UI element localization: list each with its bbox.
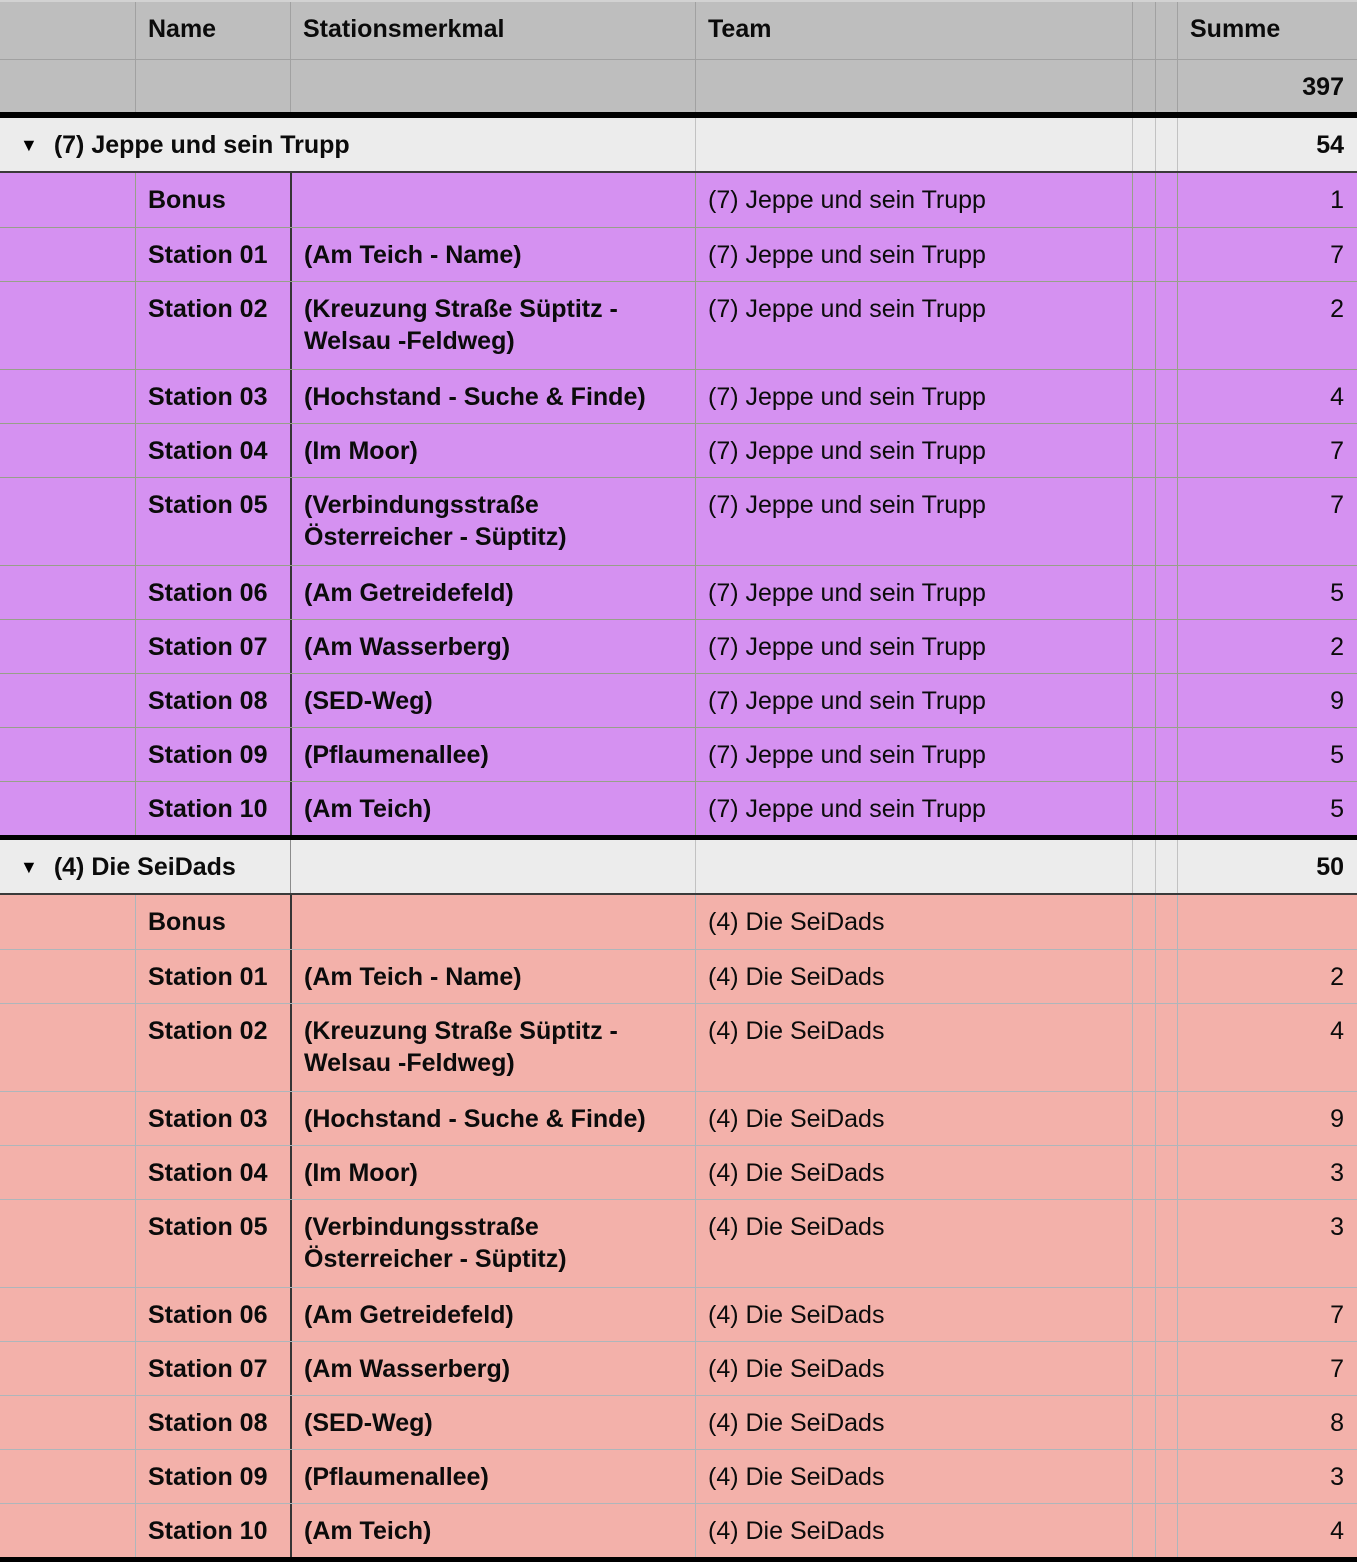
table-header: [0, 0, 1357, 112]
spacer-cell[interactable]: [1132, 1396, 1155, 1449]
merkmal-cell[interactable]: (Am Teich): [290, 1504, 695, 1557]
spacer-cell[interactable]: [1132, 1450, 1155, 1503]
row-margin-cell[interactable]: [0, 674, 135, 727]
team-cell[interactable]: (4) Die SeiDads: [695, 1004, 1132, 1091]
name-cell[interactable]: Station 03: [135, 370, 290, 423]
table-row: [0, 673, 1357, 727]
spacer-cell[interactable]: [1132, 1004, 1155, 1091]
corner-cell[interactable]: [0, 2, 135, 59]
column-header-row: [0, 2, 1357, 59]
spacer-cell[interactable]: [1155, 1146, 1177, 1199]
table-row: [0, 369, 1357, 423]
table-row: [0, 227, 1357, 281]
row-margin-cell[interactable]: [0, 620, 135, 673]
spacer-cell[interactable]: [1155, 1092, 1177, 1145]
spacer-cell[interactable]: [1132, 782, 1155, 835]
row-margin-cell[interactable]: [0, 370, 135, 423]
summe-cell[interactable]: 8: [1177, 1396, 1357, 1449]
merkmal-cell[interactable]: (Am Getreidefeld): [290, 1288, 695, 1341]
grand-total-value[interactable]: 397: [1177, 60, 1357, 112]
merkmal-cell[interactable]: (Im Moor): [290, 424, 695, 477]
row-margin-cell[interactable]: [0, 478, 135, 565]
spacer-cell[interactable]: [1132, 1092, 1155, 1145]
summe-cell[interactable]: 5: [1177, 782, 1357, 835]
spacer-cell[interactable]: [1155, 782, 1177, 835]
summe-cell[interactable]: 3: [1177, 1146, 1357, 1199]
spacer-cell[interactable]: [1132, 424, 1155, 477]
summe-cell[interactable]: 7: [1177, 1288, 1357, 1341]
empty-cell[interactable]: [695, 840, 1132, 893]
table-row: [0, 281, 1357, 369]
row-margin-cell[interactable]: [0, 1342, 135, 1395]
spacer-cell[interactable]: [1132, 728, 1155, 781]
team-cell[interactable]: (7) Jeppe und sein Trupp: [695, 728, 1132, 781]
team-cell[interactable]: (4) Die SeiDads: [695, 950, 1132, 1003]
summe-cell[interactable]: 7: [1177, 1342, 1357, 1395]
table-row: [0, 949, 1357, 1003]
row-margin-cell[interactable]: [0, 950, 135, 1003]
merkmal-cell[interactable]: (Pflaumenallee): [290, 728, 695, 781]
row-margin-cell[interactable]: [0, 1200, 135, 1287]
name-cell[interactable]: Station 04: [135, 1146, 290, 1199]
spacer-cell[interactable]: [1155, 620, 1177, 673]
disclosure-triangle-icon[interactable]: ▼: [20, 135, 38, 155]
summe-cell[interactable]: 4: [1177, 370, 1357, 423]
group-total-value[interactable]: 50: [1177, 840, 1357, 893]
spacer-cell[interactable]: [1155, 1504, 1177, 1557]
row-margin-cell[interactable]: [0, 782, 135, 835]
team-cell[interactable]: (4) Die SeiDads: [695, 1146, 1132, 1199]
spacer-cell[interactable]: [1132, 173, 1155, 227]
name-cell[interactable]: Station 06: [135, 1288, 290, 1341]
name-cell[interactable]: Station 10: [135, 1504, 290, 1557]
name-cell[interactable]: Station 05: [135, 1200, 290, 1287]
summe-cell[interactable]: 4: [1177, 1504, 1357, 1557]
table-row: [0, 1003, 1357, 1091]
spacer-cell[interactable]: [1132, 370, 1155, 423]
group-header-row: [0, 118, 1357, 171]
table-row: [0, 781, 1357, 835]
row-margin-cell[interactable]: [0, 282, 135, 369]
table-row: [0, 1341, 1357, 1395]
spacer-cell[interactable]: [1155, 1288, 1177, 1341]
empty-cell[interactable]: [135, 60, 290, 112]
empty-cell[interactable]: [290, 840, 695, 893]
team-cell[interactable]: (4) Die SeiDads: [695, 1092, 1132, 1145]
col-header-summe[interactable]: Summe: [1177, 2, 1357, 59]
group-title-cell[interactable]: [0, 118, 695, 171]
group-header-row: [0, 840, 1357, 893]
summe-cell[interactable]: 4: [1177, 1004, 1357, 1091]
summe-cell[interactable]: 7: [1177, 424, 1357, 477]
team-cell[interactable]: (7) Jeppe und sein Trupp: [695, 173, 1132, 227]
merkmal-cell[interactable]: (Am Wasserberg): [290, 1342, 695, 1395]
summe-cell[interactable]: 7: [1177, 478, 1357, 565]
empty-cell[interactable]: [290, 60, 695, 112]
summe-cell[interactable]: [1177, 895, 1357, 949]
spacer-cell[interactable]: [1132, 282, 1155, 369]
col-header-stationsmerkmal[interactable]: Stationsmerkmal: [290, 2, 695, 59]
team-cell[interactable]: (4) Die SeiDads: [695, 1200, 1132, 1287]
merkmal-cell[interactable]: (Verbindungsstraße Österreicher - Süptitz): [290, 1200, 695, 1287]
spacer-cell[interactable]: [1155, 282, 1177, 369]
spacer-cell[interactable]: [1155, 1004, 1177, 1091]
table-row: [0, 1091, 1357, 1145]
row-margin-cell[interactable]: [0, 1146, 135, 1199]
name-cell[interactable]: Station 08: [135, 1396, 290, 1449]
table-row: [0, 727, 1357, 781]
row-margin-cell[interactable]: [0, 1004, 135, 1091]
summe-cell[interactable]: 7: [1177, 228, 1357, 281]
summe-cell[interactable]: 2: [1177, 950, 1357, 1003]
spacer-cell[interactable]: [1155, 370, 1177, 423]
summe-cell[interactable]: 2: [1177, 620, 1357, 673]
table-row: [0, 1145, 1357, 1199]
name-cell[interactable]: Station 04: [135, 424, 290, 477]
merkmal-cell[interactable]: (Am Teich): [290, 782, 695, 835]
empty-cell[interactable]: [695, 60, 1132, 112]
name-cell[interactable]: Station 07: [135, 1342, 290, 1395]
row-margin-cell[interactable]: [0, 566, 135, 619]
spacer-cell[interactable]: [1155, 895, 1177, 949]
row-margin-cell[interactable]: [0, 1092, 135, 1145]
team-cell[interactable]: (7) Jeppe und sein Trupp: [695, 478, 1132, 565]
spacer-cell[interactable]: [1155, 1200, 1177, 1287]
merkmal-cell[interactable]: (Kreuzung Straße Süptitz - Welsau -Feldweg): [290, 1004, 695, 1091]
spacer-cell[interactable]: [1155, 1450, 1177, 1503]
row-margin-cell[interactable]: [0, 173, 135, 227]
spacer-cell[interactable]: [1132, 1504, 1155, 1557]
table-row: [0, 619, 1357, 673]
spacer-cell[interactable]: [1155, 173, 1177, 227]
spacer-cell[interactable]: [1132, 1146, 1155, 1199]
spacer-cell[interactable]: [1132, 1288, 1155, 1341]
row-margin-cell[interactable]: [0, 424, 135, 477]
merkmal-cell[interactable]: (Am Wasserberg): [290, 620, 695, 673]
spacer-cell[interactable]: [1132, 620, 1155, 673]
spacer-cell[interactable]: [1155, 478, 1177, 565]
team-cell[interactable]: (7) Jeppe und sein Trupp: [695, 228, 1132, 281]
spacer-cell[interactable]: [1155, 1396, 1177, 1449]
empty-cell[interactable]: [1132, 118, 1157, 171]
table-row: [0, 1287, 1357, 1341]
spacer-cell[interactable]: [1132, 674, 1155, 727]
merkmal-cell[interactable]: (Pflaumenallee): [290, 1450, 695, 1503]
summe-cell[interactable]: 9: [1177, 674, 1357, 727]
row-margin-cell[interactable]: [0, 228, 135, 281]
name-cell[interactable]: Station 01: [135, 228, 290, 281]
merkmal-cell[interactable]: (SED-Weg): [290, 674, 695, 727]
team-cell[interactable]: (4) Die SeiDads: [695, 1396, 1132, 1449]
empty-cell[interactable]: [695, 118, 1132, 171]
table-row: [0, 895, 1357, 949]
name-cell[interactable]: Station 09: [135, 728, 290, 781]
team-cell[interactable]: (7) Jeppe und sein Trupp: [695, 424, 1132, 477]
table-row: [0, 1449, 1357, 1503]
team-cell[interactable]: (4) Die SeiDads: [695, 1504, 1132, 1557]
merkmal-cell[interactable]: (Hochstand - Suche & Finde): [290, 1092, 695, 1145]
name-cell[interactable]: Station 01: [135, 950, 290, 1003]
name-cell[interactable]: Station 07: [135, 620, 290, 673]
table-row: [0, 1395, 1357, 1449]
spacer-cell[interactable]: [1132, 228, 1155, 281]
spacer-cell[interactable]: [1155, 728, 1177, 781]
row-margin-cell[interactable]: [0, 1288, 135, 1341]
col-header-name[interactable]: Name: [135, 2, 290, 59]
table-row: [0, 477, 1357, 565]
summe-cell[interactable]: 1: [1177, 173, 1357, 227]
table-row: [0, 173, 1357, 227]
merkmal-cell[interactable]: (Verbindungsstraße Österreicher - Süptitz): [290, 478, 695, 565]
team-cell[interactable]: (7) Jeppe und sein Trupp: [695, 674, 1132, 727]
name-cell[interactable]: Station 08: [135, 674, 290, 727]
team-cell[interactable]: (7) Jeppe und sein Trupp: [695, 566, 1132, 619]
summe-cell[interactable]: 2: [1177, 282, 1357, 369]
merkmal-cell[interactable]: (Am Teich - Name): [290, 228, 695, 281]
group-rows-pink: [0, 895, 1357, 1557]
team-cell[interactable]: (7) Jeppe und sein Trupp: [695, 620, 1132, 673]
spacer-cell[interactable]: [1132, 1200, 1155, 1287]
group-title: (7) Jeppe und sein Trupp: [53, 131, 350, 159]
spacer-cell[interactable]: [1155, 228, 1177, 281]
team-cell[interactable]: (4) Die SeiDads: [695, 1342, 1132, 1395]
merkmal-cell[interactable]: [290, 895, 695, 949]
merkmal-cell[interactable]: (Im Moor): [290, 1146, 695, 1199]
table-row: [0, 423, 1357, 477]
row-margin-cell[interactable]: [0, 1504, 135, 1557]
empty-cell[interactable]: [1132, 840, 1157, 893]
spacer-cell[interactable]: [1155, 424, 1177, 477]
name-cell[interactable]: Bonus: [135, 173, 290, 227]
spacer-cell[interactable]: [1155, 950, 1177, 1003]
spacer-cell[interactable]: [1132, 950, 1155, 1003]
summe-cell[interactable]: 5: [1177, 728, 1357, 781]
spacer-cell[interactable]: [1155, 566, 1177, 619]
team-cell[interactable]: (4) Die SeiDads: [695, 1450, 1132, 1503]
team-cell[interactable]: (7) Jeppe und sein Trupp: [695, 370, 1132, 423]
row-margin-cell[interactable]: [0, 728, 135, 781]
summe-cell[interactable]: 3: [1177, 1450, 1357, 1503]
team-cell[interactable]: (4) Die SeiDads: [695, 1288, 1132, 1341]
spacer-cell[interactable]: [1132, 566, 1155, 619]
row-margin-cell[interactable]: [0, 1396, 135, 1449]
spacer-cell[interactable]: [1132, 478, 1155, 565]
name-cell[interactable]: Station 02: [135, 1004, 290, 1091]
name-cell[interactable]: Station 03: [135, 1092, 290, 1145]
name-cell[interactable]: Station 09: [135, 1450, 290, 1503]
empty-cell[interactable]: [1155, 60, 1177, 112]
merkmal-cell[interactable]: (Kreuzung Straße Süptitz - Welsau -Feldweg): [290, 282, 695, 369]
spacer-cell[interactable]: [1132, 1342, 1155, 1395]
grand-total-row: [0, 59, 1357, 112]
name-cell[interactable]: Station 06: [135, 566, 290, 619]
col-header-spacer2[interactable]: [1155, 2, 1177, 59]
group-total-value[interactable]: 54: [1177, 118, 1357, 171]
merkmal-cell[interactable]: (SED-Weg): [290, 1396, 695, 1449]
name-cell[interactable]: Station 05: [135, 478, 290, 565]
spacer-cell[interactable]: [1155, 674, 1177, 727]
name-cell[interactable]: Station 10: [135, 782, 290, 835]
empty-cell[interactable]: [0, 60, 135, 112]
disclosure-triangle-icon[interactable]: ▼: [20, 857, 38, 877]
group-title: (4) Die SeiDads: [53, 853, 236, 881]
col-header-spacer1[interactable]: [1132, 2, 1155, 59]
row-margin-cell[interactable]: [0, 1450, 135, 1503]
merkmal-cell[interactable]: (Hochstand - Suche & Finde): [290, 370, 695, 423]
name-cell[interactable]: Bonus: [135, 895, 290, 949]
team-cell[interactable]: (7) Jeppe und sein Trupp: [695, 282, 1132, 369]
col-header-team[interactable]: Team: [695, 2, 1132, 59]
row-margin-cell[interactable]: [0, 895, 135, 949]
table-row: [0, 1503, 1357, 1557]
merkmal-cell[interactable]: [290, 173, 695, 227]
table-bottom-border: [0, 1557, 1357, 1562]
table-row: [0, 565, 1357, 619]
name-cell[interactable]: Station 02: [135, 282, 290, 369]
merkmal-cell[interactable]: (Am Teich - Name): [290, 950, 695, 1003]
group-title-cell[interactable]: [0, 840, 290, 893]
spacer-cell[interactable]: [1132, 895, 1155, 949]
table-row: [0, 1199, 1357, 1287]
summe-cell[interactable]: 5: [1177, 566, 1357, 619]
summe-cell[interactable]: 9: [1177, 1092, 1357, 1145]
empty-cell[interactable]: [1132, 60, 1155, 112]
spacer-cell[interactable]: [1155, 1342, 1177, 1395]
merkmal-cell[interactable]: (Am Getreidefeld): [290, 566, 695, 619]
team-cell[interactable]: (7) Jeppe und sein Trupp: [695, 782, 1132, 835]
group-rows-purple: [0, 173, 1357, 835]
summe-cell[interactable]: 3: [1177, 1200, 1357, 1287]
team-cell[interactable]: (4) Die SeiDads: [695, 895, 1132, 949]
